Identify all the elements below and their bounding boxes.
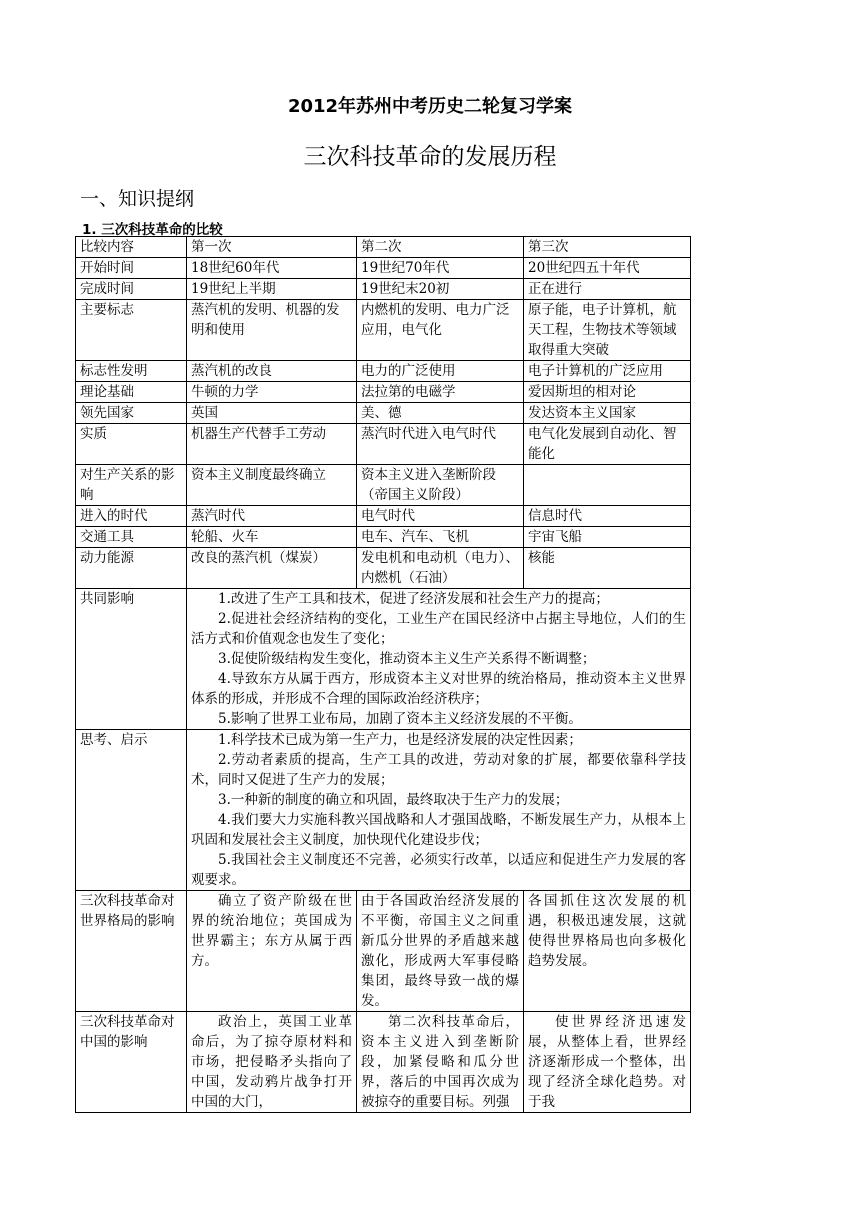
- row-label: 标志性发明: [76, 361, 187, 382]
- table-row: [76, 548, 691, 589]
- table-cell: 核能: [524, 548, 691, 589]
- table-cell: [524, 465, 691, 506]
- china-impact-row: [76, 1012, 691, 1113]
- table-cell: 美、德: [357, 403, 524, 424]
- table-cell: 英国: [187, 403, 357, 424]
- section-heading: 一、知识提纲: [80, 188, 195, 210]
- row-label: 动力能源: [76, 548, 187, 589]
- table-cell: 爱因斯坦的相对论: [524, 382, 691, 403]
- document-subtitle: 三次科技革命的发展历程: [303, 144, 557, 170]
- row-label: 理论基础: [76, 382, 187, 403]
- table-cell: 牛顿的力学: [187, 382, 357, 403]
- row-label: 实质: [76, 424, 187, 465]
- list-item: 1.科学技术已成为第一生产力，也是经济发展的决定性因素；: [218, 732, 582, 748]
- table-row: [76, 382, 691, 403]
- table-cell: 正在进行: [524, 279, 691, 300]
- table-cell: 蒸汽时代: [187, 506, 357, 527]
- table-cell: 法拉第的电磁学: [357, 382, 524, 403]
- table-row: [76, 279, 691, 300]
- table-cell: 电子计算机的广泛应用: [524, 361, 691, 382]
- table-cell: 由于各国政治经济发展的不平衡，帝国主义之间重新瓜分世界的矛盾越来越激化，形成两大军事侵略集团，最终导致一战的爆发。: [357, 891, 524, 1012]
- reflection-row: [76, 730, 691, 891]
- table-cell: 电力的广泛使用: [357, 361, 524, 382]
- table-cell: 20世纪四五十年代: [524, 258, 691, 279]
- list-item: 4.我们要大力实施科教兴国战略和人才强国战略，不断发展生产力，从根本上巩固和发展社会主义制度，加快现代化建设步伐；: [191, 812, 686, 848]
- table-row: [76, 506, 691, 527]
- row-label: 思考、启示: [76, 730, 187, 891]
- table-cell: 改良的蒸汽机（煤炭）: [187, 548, 357, 589]
- table-cell: 政治上，英国工业革命后，为了掠夺原材料和市场，把侵略矛头指向了中国，发动鸦片战争打开中国的大门，: [187, 1012, 357, 1113]
- table-cell: 确立了资产阶级在世界的统治地位；英国成为世界霸主；东方从属于西方。: [187, 891, 357, 1012]
- row-label: 三次科技革命对中国的影响: [76, 1012, 187, 1113]
- list-item: 5.影响了世界工业布局，加剧了资本主义经济发展的不平衡。: [218, 711, 582, 727]
- table-row: [76, 258, 691, 279]
- list-item: 5.我国社会主义制度还不完善，必须实行改革，以适应和促进生产力发展的客观要求。: [191, 852, 686, 888]
- table-header-cell: 比较内容: [76, 237, 187, 258]
- list-item: 3.一种新的制度的确立和巩固，最终取决于生产力的发展；: [218, 792, 569, 808]
- table-cell: 电气时代: [357, 506, 524, 527]
- table-cell: 使世界经济迅速发展，从整体上看，世界经济逐渐形成一个整体，出现了经济全球化趋势。对于我: [524, 1012, 691, 1113]
- table-cell: 19世纪上半期: [187, 279, 357, 300]
- table-row: [76, 527, 691, 548]
- table-cell: 各国抓住这次发展的机遇，积极迅速发展，这就使得世界格局也向多极化趋势发展。: [524, 891, 691, 1012]
- table-cell: 发达资本主义国家: [524, 403, 691, 424]
- list-item: 2.劳动者素质的提高，生产工具的改进，劳动对象的扩展，都要依靠科学技术，同时又促进了生产力的发展；: [191, 752, 686, 788]
- subsection-heading: 1. 三次科技革命的比较: [82, 222, 223, 238]
- table-header-cell: 第二次: [357, 237, 524, 258]
- table-cell: 第二次科技革命后，资本主义进入到垄断阶段，加紧侵略和瓜分世界，落后的中国再次成为被掠夺的重要目标。列强: [357, 1012, 524, 1113]
- row-label: 主要标志: [76, 300, 187, 361]
- reflection-cell: [187, 730, 691, 891]
- table-cell: 蒸汽时代进入电气时代: [357, 424, 524, 465]
- table-cell: 19世纪末20初: [357, 279, 524, 300]
- table-cell: 内燃机的发明、电力广泛应用，电气化: [357, 300, 524, 361]
- table-cell: 18世纪60年代: [187, 258, 357, 279]
- row-label: 交通工具: [76, 527, 187, 548]
- row-label: 领先国家: [76, 403, 187, 424]
- table-header-cell: 第一次: [187, 237, 357, 258]
- table-cell: 电车、汽车、飞机: [357, 527, 524, 548]
- world-impact-row: [76, 891, 691, 1012]
- table-cell: 原子能，电子计算机，航天工程，生物技术等领域取得重大突破: [524, 300, 691, 361]
- table-cell: 发电机和电动机（电力）、内燃机（石油）: [357, 548, 524, 589]
- list-item: 3.促使阶级结构发生变化，推动资本主义生产关系得不断调整；: [218, 651, 596, 667]
- table-row: [76, 403, 691, 424]
- row-label: 开始时间: [76, 258, 187, 279]
- table-cell: 轮船、火车: [187, 527, 357, 548]
- table-cell: 宇宙飞船: [524, 527, 691, 548]
- row-label: 对生产关系的影响: [76, 465, 187, 506]
- common-impact-row: [76, 589, 691, 730]
- table-cell: 蒸汽机的改良: [187, 361, 357, 382]
- document-title: 2012年苏州中考历史二轮复习学案: [287, 96, 573, 117]
- common-impact-cell: [187, 589, 691, 730]
- table-cell: 电气化发展到自动化、智能化: [524, 424, 691, 465]
- table-cell: 机器生产代替手工劳动: [187, 424, 357, 465]
- row-label: 三次科技革命对世界格局的影响: [76, 891, 187, 1012]
- table-header-cell: 第三次: [524, 237, 691, 258]
- table-header-row: [76, 237, 691, 258]
- row-label: 共同影响: [76, 589, 187, 730]
- table-cell: 资本主义进入垄断阶段（帝国主义阶段）: [357, 465, 524, 506]
- table-cell: 信息时代: [524, 506, 691, 527]
- list-item: 1.改进了生产工具和技术，促进了经济发展和社会生产力的提高；: [218, 591, 609, 607]
- table-cell: 19世纪70年代: [357, 258, 524, 279]
- comparison-table: [75, 236, 691, 1113]
- table-cell: 资本主义制度最终确立: [187, 465, 357, 506]
- list-item: 4.导致东方从属于西方，形成资本主义对世界的统治格局，推动资本主义世界体系的形成，并形成不合理的国际政治经济秩序；: [191, 671, 686, 707]
- row-label: 进入的时代: [76, 506, 187, 527]
- table-row: [76, 300, 691, 361]
- row-label: 完成时间: [76, 279, 187, 300]
- table-cell: 蒸汽机的发明、机器的发明和使用: [187, 300, 357, 361]
- table-row: [76, 361, 691, 382]
- list-item: 2.促进社会经济结构的变化，工业生产在国民经济中占据主导地位，人们的生活方式和价值观念也发生了变化；: [191, 611, 686, 647]
- table-row: [76, 465, 691, 506]
- table-row: [76, 424, 691, 465]
